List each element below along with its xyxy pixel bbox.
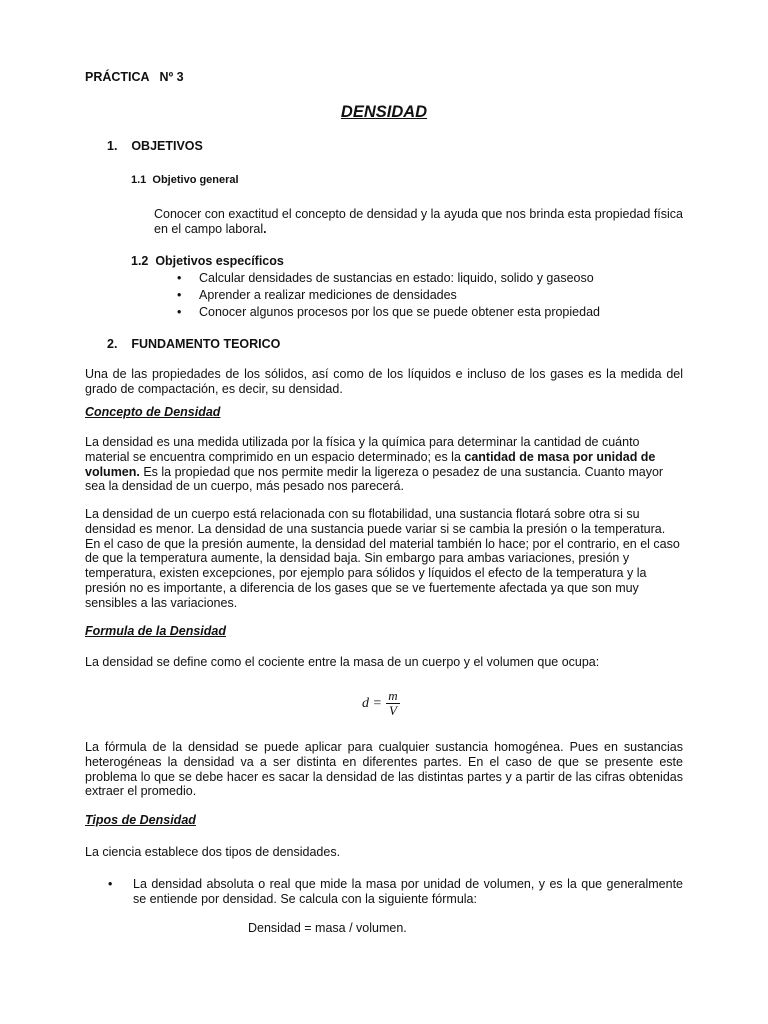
concepto-heading: Concepto de Densidad bbox=[85, 405, 221, 419]
list-item bbox=[177, 305, 697, 322]
practice-number: PRÁCTICA Nº 3 bbox=[85, 70, 184, 84]
concepto-p1-end: Es la propiedad que nos permite medir la ligereza o pesadez de una sustancia. Cuanto mayor sea la densidad de un cuerpo, más pesado nos parecerá. bbox=[85, 464, 664, 494]
objetivo-general-heading: 1.1 Objetivo general bbox=[131, 174, 239, 186]
objetivo-general-text-main: Conocer con exactitud el concepto de densidad y la ayuda que nos brinda esta propiedad física en el campo laboral bbox=[154, 207, 683, 236]
equation-lhs: d = bbox=[362, 695, 382, 711]
bullet-icon: • bbox=[177, 271, 182, 285]
tipos-heading: Tipos de Densidad bbox=[85, 813, 196, 827]
tipos-intro: La ciencia establece dos tipos de densidades. bbox=[85, 845, 341, 859]
objetivos-especificos-list bbox=[177, 271, 697, 322]
equation-numerator: m bbox=[388, 688, 398, 703]
list-item-text: Conocer algunos procesos por los que se puede obtener esta propiedad bbox=[199, 305, 600, 319]
tipos-bullet-absoluta bbox=[108, 877, 683, 907]
equation-denominator: V bbox=[388, 703, 397, 718]
list-item bbox=[177, 271, 697, 288]
equation-fraction bbox=[386, 689, 400, 718]
section-objetivos-heading: 1. OBJETIVOS bbox=[107, 139, 203, 153]
formula-paragraph: La fórmula de la densidad se puede aplicar para cualquier sustancia homogénea. Pues en sustancias heterogéneas la densidad va a ser distinta en diferentes partes. En el caso de que se presente este problema lo que se debe hacer es sacar la densidad de las distintas partes y a partir de las cifras obtenidas extraer el promedio. bbox=[85, 740, 683, 799]
objetivo-general-text bbox=[154, 207, 683, 237]
list-item-text: La densidad absoluta o real que mide la masa por unidad de volumen, y es la que generalmente se entiende por densidad. Se calcula con la siguiente fórmula: bbox=[133, 877, 683, 906]
page-title: DENSIDAD bbox=[340, 103, 428, 121]
list-item-text: Aprender a realizar mediciones de densidades bbox=[199, 288, 457, 302]
concepto-paragraph-2: La densidad de un cuerpo está relacionada con su flotabilidad, una sustancia flotará sobre otra si su densidad es menor. La densidad de una sustancia puede variar si se cambia la presión o la temperatura. En el caso de que la presión aumente, la densidad del material también lo hace; por el contrario, en el caso de que la temperatura aumente, la densidad baja. Sin embargo para ambas variaciones, presión y temperatura, existen excepciones, por ejemplo para sólidos y líquidos el efecto de la temperatura y la presión no es importante, a diferencia de los gases que se ve fuertemente afectada ya que son muy sensibles a las variaciones. bbox=[85, 507, 680, 610]
bullet-icon: • bbox=[108, 877, 113, 891]
objetivo-general-text-period: . bbox=[263, 221, 267, 236]
section-fundamento-heading: 2. FUNDAMENTO TEORICO bbox=[107, 337, 281, 351]
formula-intro: La densidad se define como el cociente entre la masa de un cuerpo y el volumen que ocupa: bbox=[85, 655, 600, 669]
bullet-icon: • bbox=[177, 305, 182, 319]
list-item bbox=[177, 288, 697, 305]
formula-heading: Formula de la Densidad bbox=[85, 624, 227, 638]
concepto-paragraph-1 bbox=[85, 435, 683, 494]
list-item-text: Calcular densidades de sustancias en estado: liquido, solido y gaseoso bbox=[199, 271, 594, 285]
concepto-p1-start: La densidad es una medida utilizada por la física y la química para determinar la cantidad de cuánto material se encuentra comprimido en un espacio determinado; es la bbox=[85, 435, 640, 464]
bullet-icon: • bbox=[177, 288, 182, 302]
concepto-p1-bold: cantidad de masa por unidad de volumen. bbox=[85, 449, 656, 479]
fundamento-intro: Una de las propiedades de los sólidos, así como de los líquidos e incluso de los gases es la medida del grado de compactación, es decir, su densidad. bbox=[85, 367, 683, 396]
objetivos-especificos-heading: 1.2 Objetivos específicos bbox=[131, 254, 284, 268]
density-equation bbox=[362, 689, 400, 718]
densidad-formula-text: Densidad = masa / volumen. bbox=[248, 921, 407, 935]
